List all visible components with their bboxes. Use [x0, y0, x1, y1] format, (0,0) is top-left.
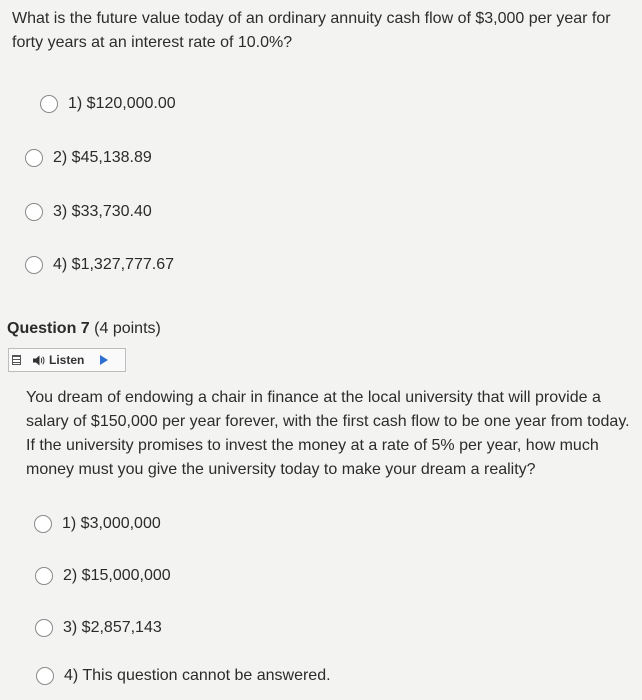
question-7-text: You dream of endowing a chair in finance at the local university that will provide a salary of $150,000 per year forever, with the first cash flow to be one year from today. If the university promises to invest the money at a rate of 5% per year, how much money must you give the university today to make your dream a reality?	[26, 389, 630, 478]
radio-button[interactable]	[25, 149, 43, 167]
q6-option-1[interactable]	[40, 95, 176, 113]
question-points: (4 points)	[94, 320, 161, 337]
listen-label: Listen	[49, 353, 85, 367]
option-label: 2) $45,138.89	[53, 149, 152, 166]
question-7-heading	[7, 320, 161, 338]
question-6-text: What is the future value today of an ordinary annuity cash flow of $3,000 per year for forty years at an interest rate of 10.0%?	[12, 10, 611, 51]
q6-option-3[interactable]	[25, 203, 152, 221]
q7-option-4[interactable]	[36, 667, 331, 685]
play-icon[interactable]	[100, 355, 108, 365]
radio-button[interactable]	[34, 515, 52, 533]
option-label: 3) $2,857,143	[63, 619, 162, 636]
option-label: 4) $1,327,777.67	[53, 256, 174, 273]
option-label: 1) $3,000,000	[62, 515, 161, 532]
radio-button[interactable]	[25, 256, 43, 274]
radio-button[interactable]	[35, 619, 53, 637]
option-label: 3) $33,730.40	[53, 203, 152, 220]
radio-button[interactable]	[36, 667, 54, 685]
option-label: 4) This question cannot be answered.	[64, 667, 331, 684]
radio-button[interactable]	[35, 567, 53, 585]
menu-icon[interactable]	[12, 355, 21, 365]
q7-option-1[interactable]	[34, 515, 161, 533]
q6-option-2[interactable]	[25, 149, 152, 167]
q6-option-4[interactable]	[25, 256, 174, 274]
option-label: 1) $120,000.00	[68, 95, 176, 112]
speaker-icon	[33, 355, 45, 366]
option-label: 2) $15,000,000	[63, 567, 171, 584]
listen-button[interactable]	[8, 348, 126, 372]
question-title: Question 7	[7, 320, 90, 337]
q7-option-2[interactable]	[35, 567, 171, 585]
radio-button[interactable]	[25, 203, 43, 221]
radio-button[interactable]	[40, 95, 58, 113]
q7-option-3[interactable]	[35, 619, 162, 637]
